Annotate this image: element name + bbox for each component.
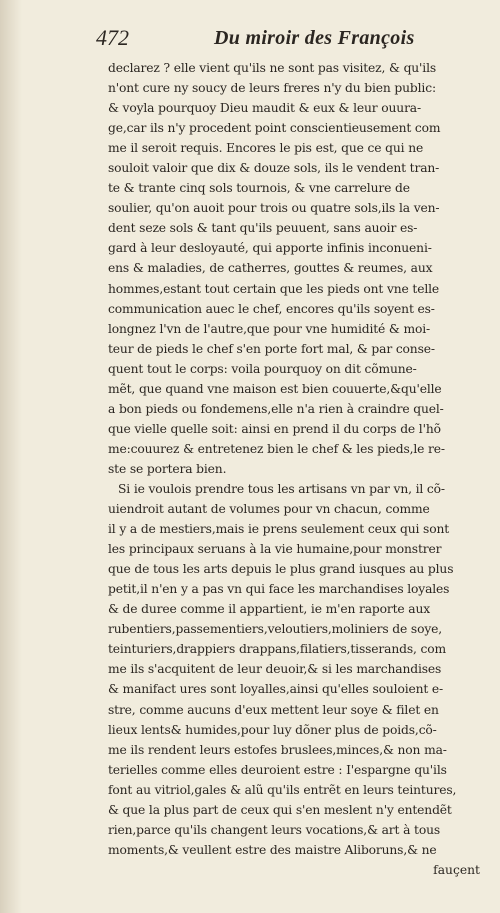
text-line: que de tous les arts depuis le plus grand iusques au plus [108,562,454,577]
text-line: te & trante cinq sols tournois, & vne carrelure de [108,181,410,196]
running-title: Du miroir des François [214,27,415,49]
text-line: uiendroit autant de volumes pour vn chacun, comme [108,502,430,517]
text-line: que vielle quelle soit: ainsi en prend il du corps de l'hõ [108,421,441,436]
text-line: gard à leur desloyauté, qui apporte infinis inconueni- [108,241,432,256]
text-line: mẽt, que quand vne maison est bien couuerte,&qu'elle [108,381,442,396]
text-line: il y a de mestiers,mais ie prens seulement ceux qui sont [108,522,450,537]
text-line: teur de pieds le chef s'en porte fort mal, & par conse- [108,341,435,356]
text-line: me ils rendent leurs estofes bruslees,minces,& non ma- [108,742,447,757]
text-line: declarez ? elle vient qu'ils ne sont pas visitez, & qu'ils [108,61,437,75]
binding-shadow [0,0,22,913]
text-line: n'ont cure ny soucy de leurs freres n'y du bien public: [108,81,436,96]
text-line: souloit valoir que dix & douze sols, ils le vendent tran- [108,161,440,176]
page-header [96,25,456,53]
text-line: teinturiers,drappiers drappans,filatiers,tisserands, com [108,642,446,657]
text-line: Si ie voulois prendre tous les artisans vn par vn, il cõ- [118,481,445,496]
text-line: me:couurez & entretenez bien le chef & les pieds,le re- [108,441,445,456]
text-line: me ils s'acquitent de leur deuoir,& si les marchandises [108,662,442,677]
text-line: rien,parce qu'ils changent leurs vocations,& art à tous [108,822,440,837]
text-line: terielles comme elles deuroient estre : I'espargne qu'ils [108,762,447,777]
page-number: 472 [96,25,129,50]
text-line: communication auec le chef, encores qu'ils soyent es- [108,301,435,316]
text-line: ge,car ils n'y procedent point conscientieusement com [108,121,441,136]
text-line: & voyla pourquoy Dieu maudit & eux & leur ouura- [108,101,421,116]
text-line: quent tout le corps: voila pourquoy on dit cõmune- [108,361,417,376]
text-line: soulier, qu'on auoit pour trois ou quatre sols,ils la ven- [108,201,440,216]
text-line: a bon pieds ou fondemens,elle n'a rien à craindre quel- [108,401,444,416]
text-line: dent seze sols & tant qu'ils peuuent, sans auoir es- [108,221,418,236]
text-line: & manifact ures sont loyalles,ainsi qu'elles souloient e- [108,682,444,697]
catchword: fauçent [433,863,480,877]
text-line: stre, comme aucuns d'eux mettent leur soye & filet en [108,702,439,717]
text-line: petit,il n'en y a pas vn qui face les marchandises loyales [108,582,450,597]
text-line: ens & maladies, de catherres, gouttes & reumes, aux [108,261,433,276]
text-line: ste se portera bien. [108,461,227,476]
text-line: les principaux seruans à la vie humaine,pour monstrer [108,542,442,557]
text-line: font au vitriol,gales & alũ qu'ils entrẽt en leurs teintures, [108,782,457,797]
text-line: & de duree comme il appartient, ie m'en raporte aux [108,602,431,617]
text-line: rubentiers,passementiers,veloutiers,moliniers de soye, [108,622,443,637]
text-line: lieux lents& humides,pour luy dõner plus de poids,cõ- [108,722,437,737]
body-text [108,58,484,860]
text-line: me il seroit requis. Encores le pis est, que ce qui ne [108,141,424,156]
text-line: moments,& veullent estre des maistre Aliboruns,& ne [108,842,437,857]
text-line: & que la plus part de ceux qui s'en meslent n'y entendẽt [108,802,452,817]
text-line: longnez l'vn de l'autre,que pour vne humidité & moi- [108,321,431,336]
text-line: hommes,estant tout certain que les pieds ont vne telle [108,281,440,296]
